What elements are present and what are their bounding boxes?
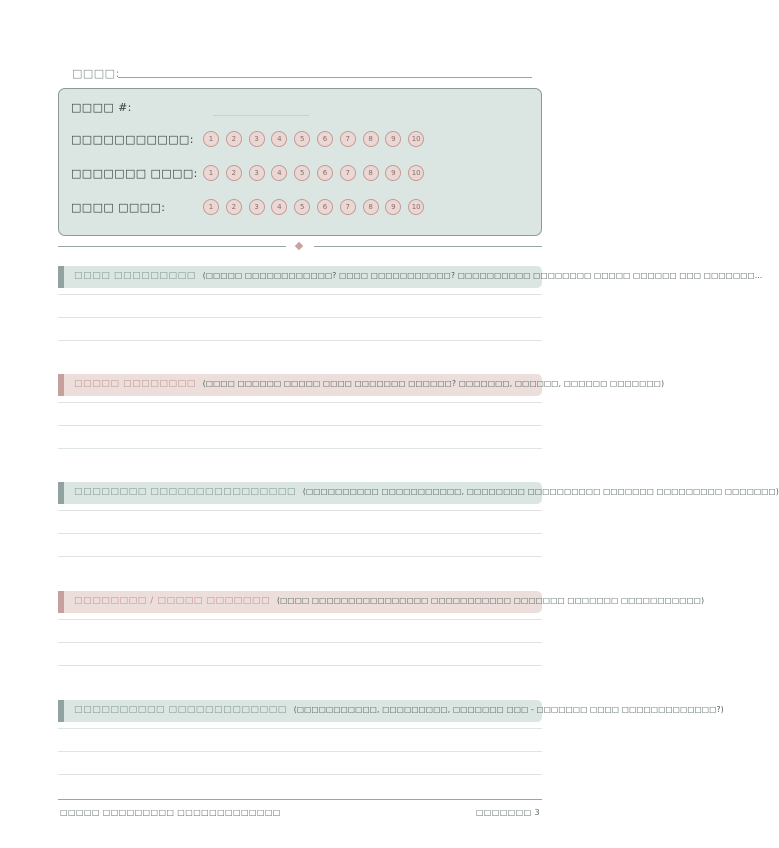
section-header [58, 266, 763, 288]
rating-row-label: □□□□□□□□□□□: [71, 133, 194, 146]
section-accent-bar [58, 482, 64, 504]
rating-scale [203, 199, 431, 215]
section-header [58, 374, 665, 396]
section-header [58, 700, 724, 722]
writing-line[interactable] [58, 774, 542, 775]
section-title: □□□□□ □□□□□□□□ [74, 379, 196, 389]
section [58, 482, 779, 504]
rating-circle[interactable]: 2 [226, 131, 242, 147]
section-hint: (□□□□ □□□□□□ □□□□□ □□□□ □□□□□□□ □□□□□□? □□□□□□□, □□□□□□, □□□□□□ □□□□□□□) [202, 379, 665, 388]
section-hint: (□□□□□□□□□□□, □□□□□□□□□, □□□□□□□ □□□ - □□□□□□□ □□□□ □□□□□□□□□□□□□?) [293, 705, 724, 714]
rating-circle[interactable]: 5 [294, 165, 310, 181]
page-number: □□□□□□□ 3 [475, 808, 540, 817]
rating-circle[interactable]: 6 [317, 131, 333, 147]
writing-line[interactable] [58, 556, 542, 557]
rating-circle[interactable]: 1 [203, 131, 219, 147]
date-row [72, 62, 532, 80]
writing-line[interactable] [58, 619, 542, 620]
rating-circle[interactable]: 6 [317, 165, 333, 181]
rating-circle[interactable]: 3 [249, 131, 265, 147]
section-hint: (□□□□□ □□□□□□□□□□□□? □□□□ □□□□□□□□□□□? □□□□□□□□□□ □□□□□□□□ □□□□□ □□□□□□ □□□ □□□□□□□… [202, 271, 763, 280]
rating-row-label: □□□□□□□ □□□□: [71, 167, 198, 180]
section-accent-bar [58, 591, 64, 613]
rating-circle[interactable]: 10 [408, 131, 424, 147]
rating-circle[interactable]: 7 [340, 199, 356, 215]
writing-line[interactable] [58, 340, 542, 341]
session-number-line[interactable] [213, 115, 309, 116]
session-row [71, 99, 531, 119]
section [58, 374, 665, 396]
section-accent-bar [58, 374, 64, 396]
rating-row [71, 199, 531, 219]
rating-circle[interactable]: 9 [385, 199, 401, 215]
rating-circle[interactable]: 7 [340, 165, 356, 181]
rating-circle[interactable]: 3 [249, 199, 265, 215]
rating-circle[interactable]: 4 [271, 199, 287, 215]
rating-scale [203, 165, 431, 181]
section-hint: (□□□□ □□□□□□□□□□□□□□□□ □□□□□□□□□□□ □□□□□□□ □□□□□□□ □□□□□□□□□□□) [277, 596, 705, 605]
writing-line[interactable] [58, 425, 542, 426]
session-label: □□□□ #: [71, 101, 132, 114]
rating-circle[interactable]: 10 [408, 165, 424, 181]
rating-circle[interactable]: 4 [271, 131, 287, 147]
section [58, 591, 705, 613]
section [58, 700, 724, 722]
rating-circle[interactable]: 4 [271, 165, 287, 181]
writing-line[interactable] [58, 665, 542, 666]
writing-line[interactable] [58, 751, 542, 752]
writing-line[interactable] [58, 510, 542, 511]
writing-line[interactable] [58, 448, 542, 449]
rating-circle[interactable]: 2 [226, 199, 242, 215]
rating-row [71, 131, 531, 151]
section-accent-bar [58, 700, 64, 722]
section-header [58, 482, 779, 504]
section-title: □□□□□□□□ / □□□□□ □□□□□□□ [74, 596, 271, 606]
rating-row-label: □□□□ □□□□: [71, 201, 166, 214]
rating-circle[interactable]: 1 [203, 199, 219, 215]
footer-title: □□□□□ □□□□□□□□□ □□□□□□□□□□□□□ [60, 808, 281, 817]
section [58, 266, 763, 288]
writing-line[interactable] [58, 317, 542, 318]
section-title: □□□□□□□□□□ □□□□□□□□□□□□□ [74, 705, 287, 715]
rating-circle[interactable]: 8 [363, 199, 379, 215]
section-accent-bar [58, 266, 64, 288]
section-header [58, 591, 705, 613]
section-title: □□□□ □□□□□□□□□ [74, 271, 196, 281]
rating-row [71, 165, 531, 185]
section-hint: (□□□□□□□□□□ □□□□□□□□□□□, □□□□□□□□ □□□□□□□□□□ □□□□□□□ □□□□□□□□□ □□□□□□□) [302, 487, 779, 496]
footer-divider [58, 799, 542, 800]
divider-right [314, 246, 542, 251]
rating-circle[interactable]: 2 [226, 165, 242, 181]
rating-scale [203, 131, 431, 147]
diamond-ornament-icon [295, 242, 303, 250]
rating-circle[interactable]: 3 [249, 165, 265, 181]
rating-circle[interactable]: 5 [294, 131, 310, 147]
writing-line[interactable] [58, 294, 542, 295]
rating-circle[interactable]: 8 [363, 131, 379, 147]
rating-circle[interactable]: 9 [385, 165, 401, 181]
writing-line[interactable] [58, 533, 542, 534]
writing-line[interactable] [58, 728, 542, 729]
date-input-line[interactable] [118, 77, 532, 78]
rating-circle[interactable]: 7 [340, 131, 356, 147]
rating-circle[interactable]: 1 [203, 165, 219, 181]
date-label: □□□□: [72, 67, 120, 80]
section-title: □□□□□□□□ □□□□□□□□□□□□□□□□ [74, 487, 296, 497]
rating-circle[interactable]: 5 [294, 199, 310, 215]
divider-left [58, 246, 286, 251]
writing-line[interactable] [58, 642, 542, 643]
rating-circle[interactable]: 10 [408, 199, 424, 215]
rating-box [58, 88, 542, 236]
rating-circle[interactable]: 6 [317, 199, 333, 215]
writing-line[interactable] [58, 402, 542, 403]
rating-circle[interactable]: 8 [363, 165, 379, 181]
rating-circle[interactable]: 9 [385, 131, 401, 147]
